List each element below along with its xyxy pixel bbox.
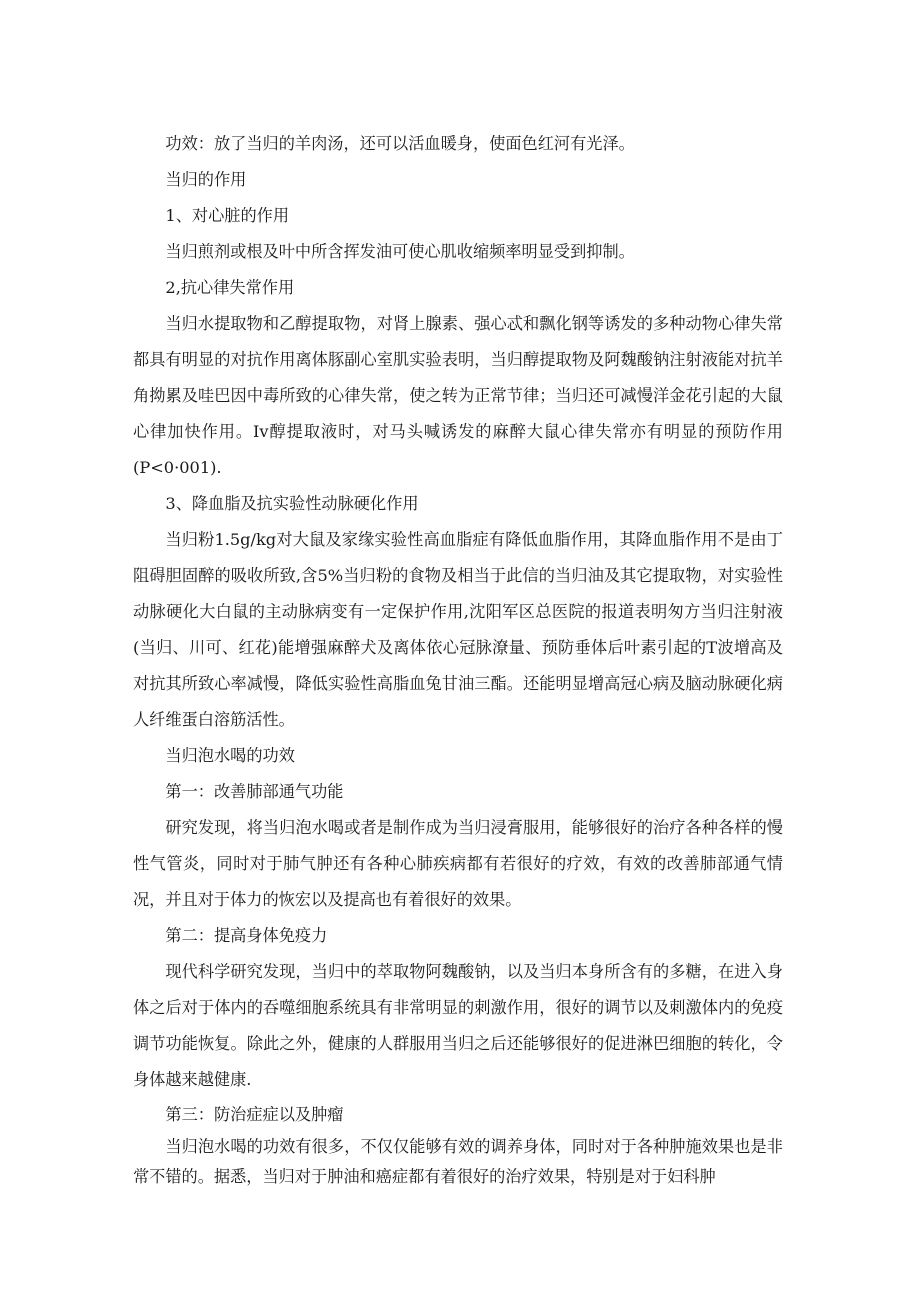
paragraph-heart-effect: 当归煎剂或根及叶中所含挥发油可使心肌收缩频率明显受到抑制。 (165, 242, 635, 261)
heading-angelica-functions: 当归的作用 (165, 170, 247, 189)
paragraph-third-benefit: 当归泡水喝的功效有很多，不仅仅能够有效的调养身体，同时对于各种肿施效果也是非常不错的。据悉，当归对于肿油和癌症都有着很好的治疗效果，特别是对于妇科肿 (133, 1137, 783, 1186)
heading-first-benefit: 第一：改善肺部通气功能 (165, 782, 344, 801)
heading-lipid-lowering: 3、降血脂及抗实验性动脉硬化作用 (165, 494, 419, 513)
paragraph-first-benefit: 研究发现，将当归泡水喝或者是制作成为当归浸膏服用，能够很好的治疗各种各样的慢性气管炎，同时对于肺气肿还有各种心肺疾病都有若很好的疗效，有效的改善肺部通气情况，并且对于体力的恢宏以及提高也有着很好的效果。 (133, 818, 783, 909)
paragraph-second-benefit: 现代科学研究发现，当归中的萃取物阿魏酸钠，以及当归本身所含有的多糖，在进入身体之后对于体内的吞噬细胞系统具有非常明显的刺激作用，很好的调节以及刺激体内的免疫调节功能恢复。除此之外，健康的人群服用当归之后还能够很好的促进淋巴细胞的转化，令身体越来越健康. (133, 962, 783, 1089)
paragraph-antiarrhythmia: 当归水提取物和乙醇提取物，对肾上腺素、强心忒和飘化钢等诱发的多种动物心律失常都具有明显的对抗作用离体豚副心室肌实验表明，当归醇提取物及阿魏酸钠注射液能对抗羊角拗累及哇巴因中毒所致的心律失常，使之转为正常节律；当归还可减慢洋金花引起的大鼠心律加快作用。Iv醇提取液时，对马头喊诱发的麻醉大鼠心律失常亦有明显的预防作用(P<0·001). (133, 314, 783, 477)
heading-heart-effect: 1、对心脏的作用 (165, 206, 290, 225)
heading-antiarrhythmia: 2,抗心律失常作用 (165, 278, 295, 297)
heading-second-benefit: 第二：提高身体免疫力 (165, 926, 328, 945)
heading-third-benefit: 第三：防治症症以及肿瘤 (165, 1105, 344, 1124)
heading-water-soak-benefits: 当归泡水喝的功效 (165, 746, 295, 765)
paragraph-lipid-lowering: 当归粉1.5g/kg对大鼠及家缘实验性高血脂症有降低血脂作用，其降血脂作用不是由丁阻碍胆固醉的吸收所致,含5%当归粉的食物及相当于此信的当归油及其它提取物，对实验性动脉硬化大白鼠的主动脉病变有一定保护作用,沈阳军区总医院的报道表明匆方当归注射液(当归、川可、红花)能增强麻醉犬及离体依心冠脉潦量、预防垂体后叶素引起的T波增高及对抗其所致心率减慢，降低实验性高脂血兔甘油三酯。还能明显增高冠心病及脑动脉硬化病人纤维蛋白溶筋活性。 (133, 530, 783, 729)
document-body (133, 126, 783, 1192)
paragraph-effect: 功效：放了当归的羊肉汤，还可以活血暖身，使面色红河有光泽。 (165, 134, 635, 153)
